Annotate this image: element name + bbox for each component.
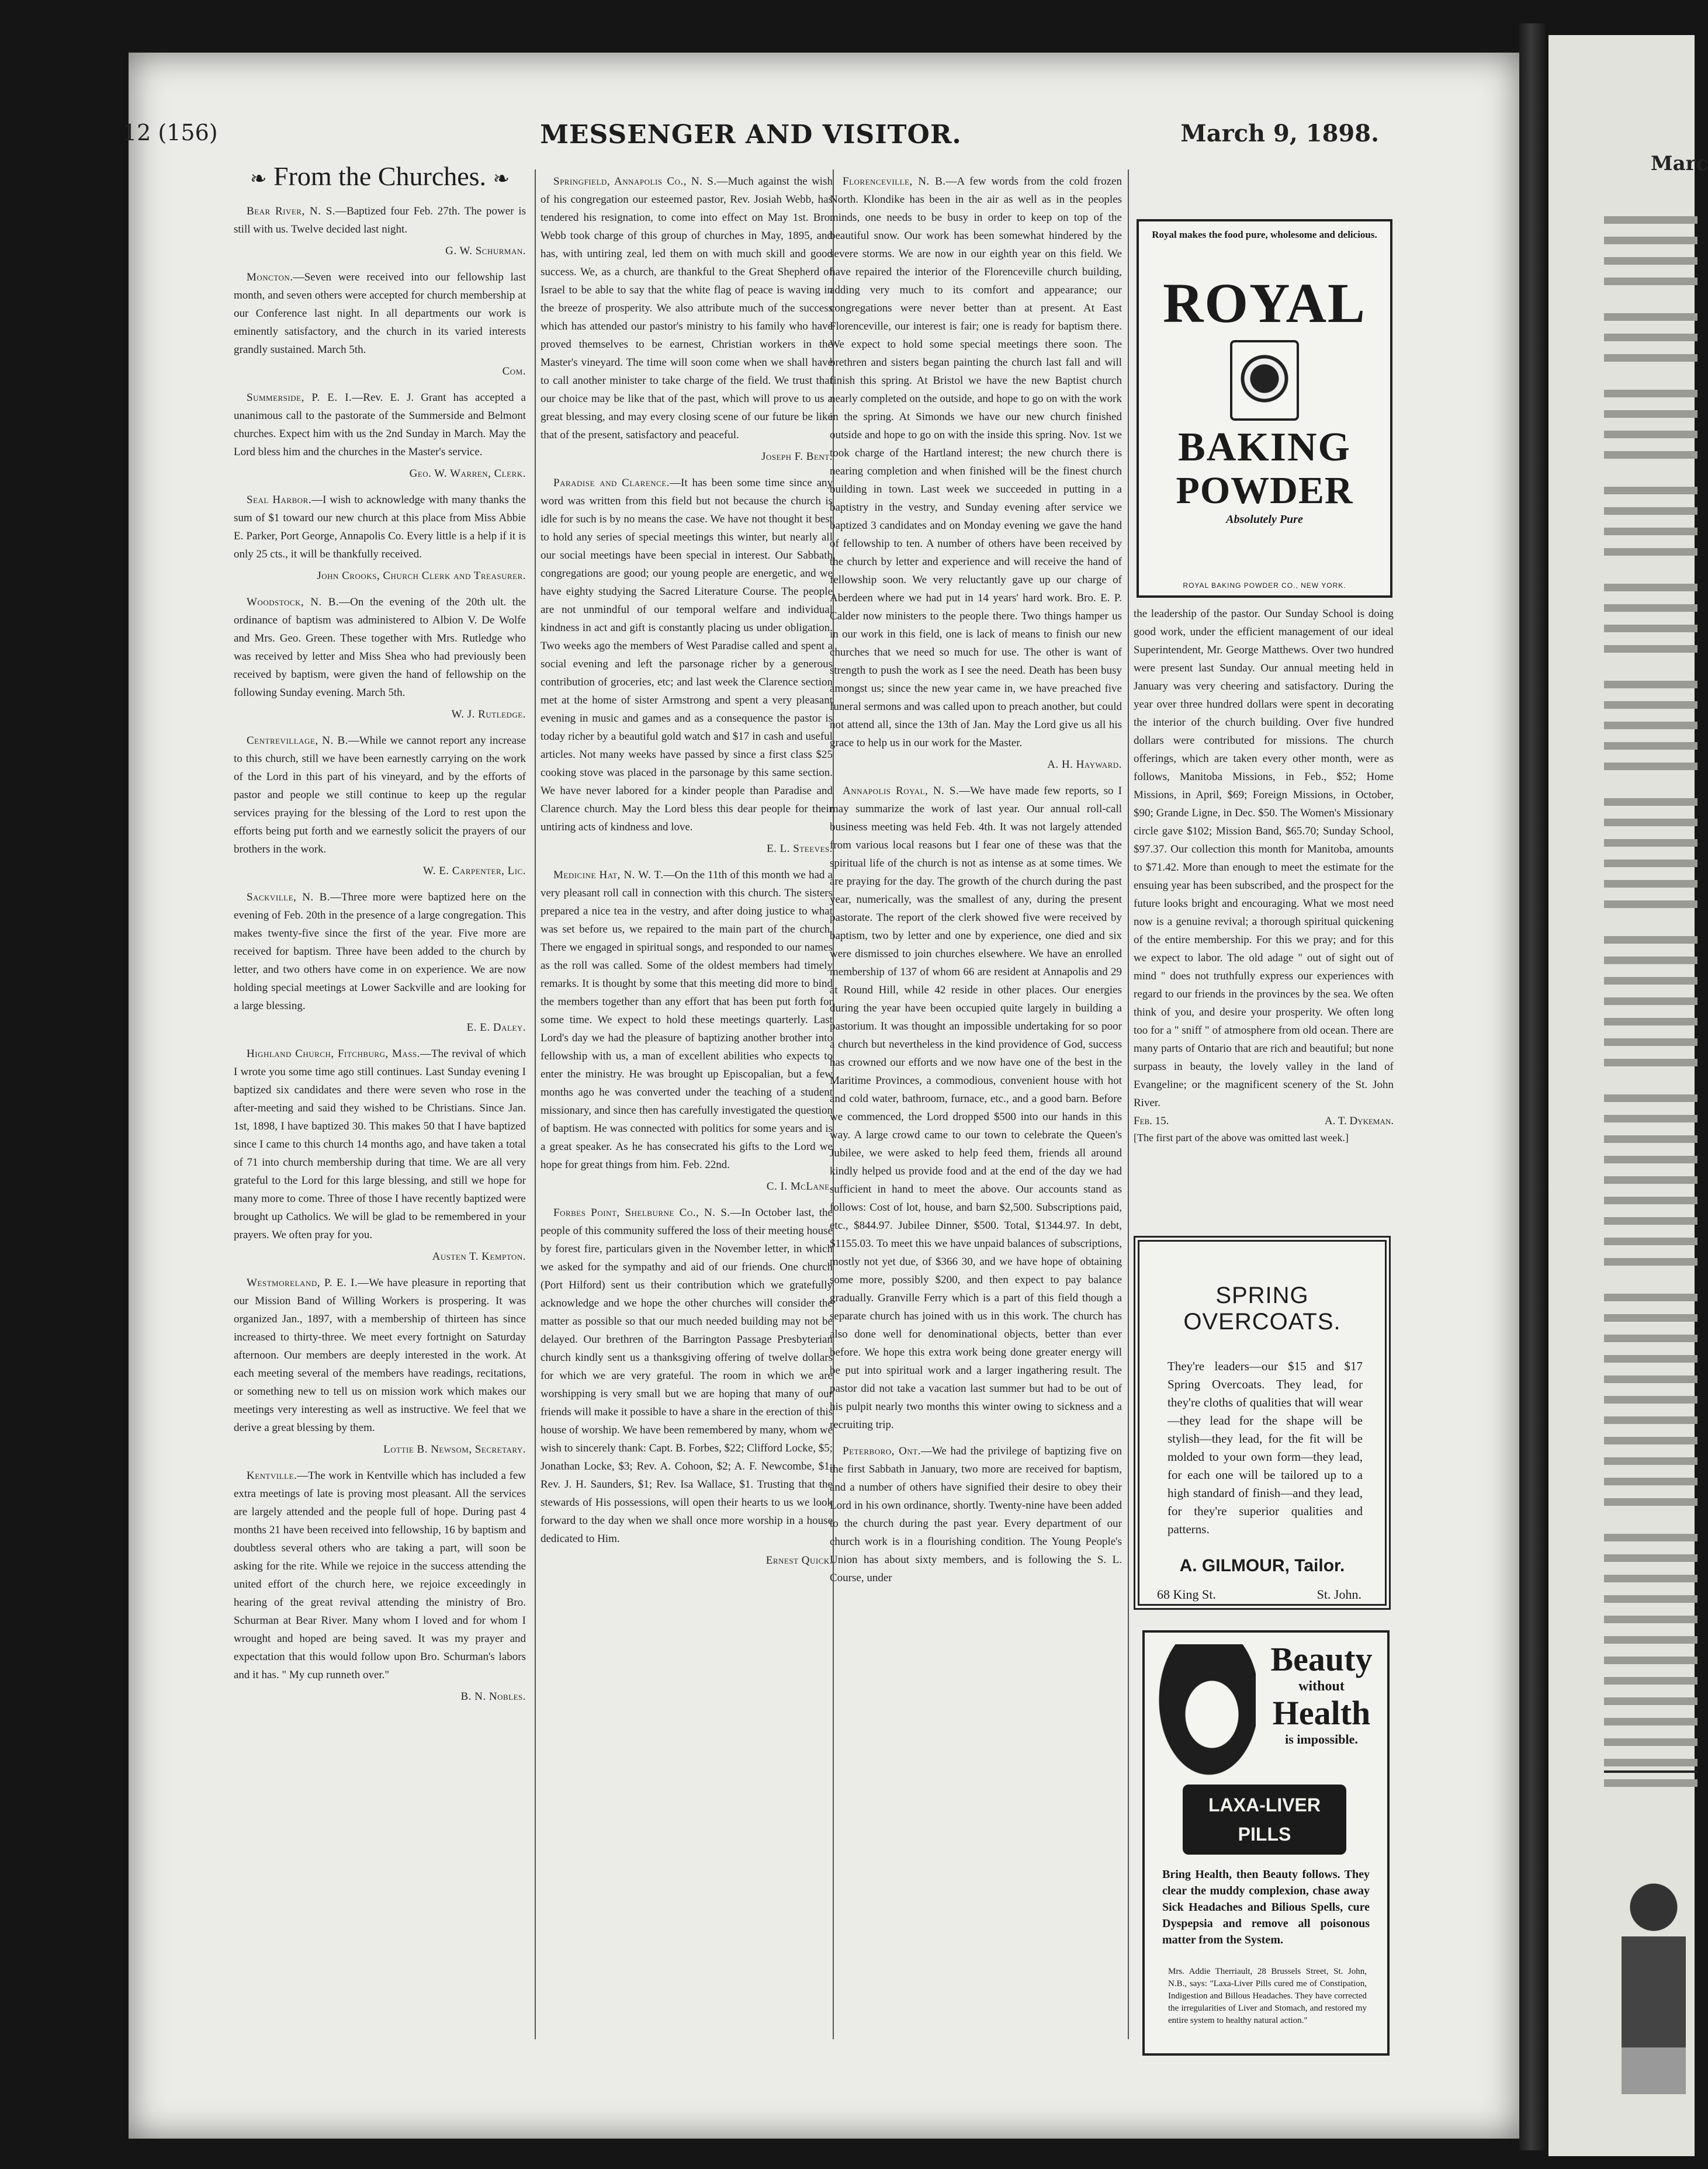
continued-report: the leadership of the pastor. Our Sunday School is doing good work, under the efficient management of our ideal Superintendent, Mr. George Matthews. Over two hundred were present last Sunday. Our annual meeting held in January was very cheering and satisfactory. During the year over three hundred dollars were spent in decorating the interior of the church building. Over five hundred dollars were contributed for missions. The church offerings, which are taken every other month, were as follows, Manitoba Missions, in Feb., $52; Home Missions, in April, $69; Foreign Missions, in October, $90; Grande Ligne, in Dec. $50. The Women's Missionary circle gave $102; Mission Band, $65.70; Sunday School, $97.37. Our collection this month for Manitoba, amounts to $71.42. More than enough to meet the estimate for the ensuing year has been subscribed, and the prospect for the future looks bright and encouraging. What we most need now is a genuine revival; a thorough spiritual quickening of the entire membership. For this we pray; and for this we expect to labor. The old adage " out of sight out of mind " does not truthfully express our experiences with regard to our friends in the provinces by the sea. We often think of you, and desire your prosperity. We often long too for a " sniff " of atmosphere from old ocean. There are many parts of Ontario that are rich and beautiful; but none surpass in beauty, the lovely valley in the land of Evangeline; or the magnificent scenery of the St. John River.	[1134, 608, 1394, 1109]
issue-date: March 9, 1898.	[1180, 120, 1379, 147]
church-report: Centrevillage, N. B.—While we cannot report any increase to this church, still we have been earnestly carrying on the work of the Lord in this part of his vineyard, and by the efforts of pastor and people we still continue to keep up the regular services praying for the blessing of the Lord to rest upon the efforts being put forth and we earnestly solicit the prayers of our brothers in the work. W. E. Carpenter, Lic.	[234, 734, 526, 877]
leaf-ornament-icon: ❧	[250, 168, 267, 190]
ad-body: They're leaders—our $15 and $17 Spring Overcoats. They lead, for they're cloths of qualities that will wear—they lead for the shape will be stylish—they lead, for the fit will be molded to your own form—they lead, for each one will be tailored up to a high standard of finish—and they lead, for they're superior qualities and patterns.	[1167, 1359, 1363, 1536]
product-banner: LAXA-LIVER PILLS	[1183, 1785, 1346, 1855]
royal-baking-powder-ad	[1137, 219, 1392, 598]
ad-subtitle: Absolutely Pure	[1226, 513, 1303, 526]
church-report: Peterboro, Ont.—We had the privilege of baptizing five on the first Sabbath in January, two more are received for baptism, and a number of others have signified their desire to obey their Lord in his own ordinance, shortly. Twenty-nine have been added to the church during the past year. Every department of our church work is in a flourishing condition. The Young People's Union has about sixty members, and is following the S. L. Course, under	[830, 1445, 1123, 1584]
column-4-continuation	[1134, 605, 1394, 1145]
tailor-name: A. GILMOUR, Tailor.	[1179, 1556, 1345, 1575]
church-report: Westmoreland, P. E. I.—We have pleasure in reporting that our Mission Band of Willing Workers is prospering. It was organized Jan., 1897, with a membership of thirteen has since increased to thirty-three. We meet every fortnight on Saturday afternoon. Our members are deeply interested in the work. At each meeting several of the members have readings, recitations, or something new to tell us on mission work which makes our meetings very interesting as well as instructive. We feel that we derive a great blessing by them. Lottie B. Newsom, Secretary.	[234, 1277, 526, 1456]
editor-note: [The first part of the above was omitted last week.]	[1134, 1132, 1349, 1144]
column-1	[234, 161, 526, 2048]
book-gutter	[1519, 23, 1548, 2150]
masthead: MESSENGER AND VISITOR.	[540, 120, 962, 150]
adjacent-page	[1548, 35, 1708, 2156]
church-report: Springfield, Annapolis Co., N. S.—Much against the wish of his congregation our esteemed pastor, Rev. Josiah Webb, has tendered his resignation, to come into effect on May 1st. Bro. Webb took charge of this group of churches in May, 1895, and has, with untiring zeal, led them on with much skill and good success. We, as a church, are thankful to the Great Shepherd of Israel to be able to say that the white flag of peace is waving in the breeze of prosperity. We also attribute much of the success which has attended our pastor's ministry to his family who have proved themselves to be earnest, Christian workers in the Master's vineyard. The time will soon come when we shall have to call another minister to take charge of the field. We trust that our choice may be like that of the past, which will prove to us a great blessing, and may every closing scene of our future be like that of the present, satisfactory and peaceful. Joseph F. Bent.	[541, 175, 833, 463]
report-signature: Feb. 15. A. T. Dykeman.	[1134, 1115, 1394, 1127]
column-2	[541, 172, 833, 2048]
adjacent-page-header: Marc	[1651, 152, 1708, 175]
column-divider	[1128, 169, 1129, 2039]
adjacent-page-advertisement	[1604, 1770, 1697, 2135]
woman-illustration-icon	[1622, 1872, 1686, 2094]
church-report: Moncton.—Seven were received into our fellowship last month, and seven others were accepted for church membership at our Conference last night. In all departments our work is eminently satisfactory, and the church in its varied interests grandly sustained. March 5th. Com.	[234, 271, 526, 377]
ad-brand: ROYAL	[1163, 272, 1366, 334]
column-3	[830, 172, 1122, 2048]
church-report: Woodstock, N. B.—On the evening of the 20th ult. the ordinance of baptism was administered to Albion V. De Wolfe and Mrs. Geo. Green. These together with Mrs. Rutledge who was received by letter and Miss Shea who had previously been received by baptism, were given the hand of fellowship on the following Sunday evening. March 5th. W. J. Rutledge.	[234, 596, 526, 720]
woman-portrait-icon	[1156, 1644, 1256, 1779]
ad-company: ROYAL BAKING POWDER CO., NEW YORK.	[1183, 581, 1346, 590]
page-number: 12 (156)	[123, 120, 218, 145]
ad-line2: BAKING	[1178, 425, 1351, 470]
church-report: Kentville.—The work in Kentville which has included a few extra meetings of late is proving most pleasant. All the services are largely attended and the people full of hope. During past 4 months 21 have been received into fellowship, 16 by baptism and doubtless several others who are taking a part, will soon be asking for the rite. While we rejoice in the success attending the united effort of the church here, we rejoice exceedingly in hearing of the great revival attending the ministry of Bro. Schurman at Bear River. Many whom I loved and for whom I wrought and hoped are being saved. It was my prayer and expectation that this would follow upon Bro. Schurman's labors and it has. " My cup runneth over." B. N. Nobles.	[234, 1470, 526, 1703]
ad-testimonial: Mrs. Addie Therriault, 28 Brussels Street, St. John, N.B., says: "Laxa-Liver Pills cured me of Constipation, Indigestion and Billous Headaches. They have corrected the irregularities of Liver and Stomach, and restored my entire system to healthy natural action."	[1168, 1967, 1367, 2025]
baking-powder-can-icon	[1230, 340, 1299, 421]
church-report: Paradise and Clarence.—It has been some time since any word was written from this field but not because the church is idle for such is by no means the case. We have not thought it best to hold any series of special meetings this winter, but nearly all our social meetings have been special in interest. Our Sabbath congregations are good; our young people are energetic, and we have eighty studying the Sacred Literature Course. The people are not unmindful of our temporal welfare and individual kindness in act and gift is constantly placing us under obligation. Two weeks ago the members of West Paradise called and spent a social evening and left the parsonage richer by a generous contribution of groceries, etc; and last week the Clarence section met at the home of sister Armstrong and spent a very pleasant evening in music and games and as a consequence the pastor is today richer by a beautiful gold watch and $17 in cash and useful articles. Not many weeks have passed by since a first class $25 cooking stove was placed in the parsonage by this same section. We have never labored for a kinder people than Paradise and Clarence church. May the Lord bless this dear people for their untiring acts of kindness and love. E. L. Steeves.	[541, 477, 833, 855]
ad-headline: Beauty without Health is impossible.	[1270, 1640, 1373, 1747]
ad-headline: SPRING OVERCOATS.	[1183, 1283, 1341, 1335]
church-report: Highland Church, Fitchburg, Mass.—The revival of which I wrote you some time ago still continues. Last Sunday evening I baptized six candidates and there were seven who rose in the after-meeting and said they wished to be Christians. Since Jan. 1st, 1898, I have baptized 30. This makes 50 that I have baptized since I came to this church 14 months ago, and have taken a total of 71 into church membership during that time. We are all very grateful to the Lord for this large blessing, and still we hope for many more to come. Three of those I have recently baptized were brought up Catholics. We will be glad to be remembered in your prayers. We often pray for you. Austen T. Kempton.	[234, 1048, 526, 1263]
tailor-address: 68 King St. St. John.	[1157, 1587, 1361, 1602]
spring-overcoats-ad	[1134, 1236, 1391, 1610]
church-report: Bear River, N. S.—Baptized four Feb. 27th. The power is still with us. Twelve decided last night. G. W. Schurman.	[234, 205, 526, 257]
church-report: Forbes Point, Shelburne Co., N. S.—In October last, the people of this community suffered the loss of their meeting house by forest fire, particulars given in the November letter, in which we asked for the sympathy and aid of our friends. One church (Port Hilford) sent us their contribution which we gratefully acknowledge and we hope the other churches will consider the matter as possible so that our much needed building may not be delayed. Our brethren of the Barrington Passage Presbyterian church kindly sent us a thanksgiving offering of twelve dollars for which we are very grateful. The room in which we are worshipping is very small but we are hoping that many of our friends will make it possible to have a share in the erection of this house of worship. We have been remembered by many, whom we wish to sincerely thank: Capt. B. Forbes, $22; Clifford Locke, $5; Jonathan Locke, $3; Rev. A. Cohoon, $2; A. F. Newcombe, $1; Rev. J. H. Saunders, $1; Rev. Isa Wallace, $1. Trusting that the stewards of His possessions, will open their hearts to us we look forward to the day when we shall once more worship in a house dedicated to Him. Ernest Quick.	[541, 1207, 833, 1567]
church-report: Sackville, N. B.—Three more were baptized here on the evening of Feb. 20th in the presence of a large congregation. This makes twenty-five since the first of the year. Five more are received for baptism. Three have been added to the church by letter, and two others have come in on experience. We are now holding special meetings at Lower Sackville and are looking for a large blessing. E. E. Daley.	[234, 891, 526, 1034]
adjacent-page-text-lines	[1604, 216, 1697, 1800]
church-report: Summerside, P. E. I.—Rev. E. J. Grant has accepted a unanimous call to the pastorate of the Summerside and Belmont churches. Expect him with us the 2nd Sunday in March. May the Lord bless him and the churches in the Master's service. Geo. W. Warren, Clerk.	[234, 391, 526, 480]
church-report: Seal Harbor.—I wish to acknowledge with many thanks the sum of $1 toward our new church at this place from Miss Abbie E. Parker, Port George, Annapolis Co. Every little is a help if it is only 25 cts., it will be thankfully received. John Crooks, Church Clerk and Treasurer.	[234, 494, 526, 582]
column-divider	[535, 169, 536, 2039]
laxa-liver-pills-ad	[1142, 1630, 1390, 2056]
section-title: ❧ From the Churches. ❧	[250, 161, 510, 191]
page-header	[123, 120, 1379, 155]
ad-body: Bring Health, then Beauty follows. They clear the muddy complexion, chase away Sick Headaches and Bilious Spells, cure Dyspepsia and remove all poisonous matter from the System.	[1162, 1868, 1370, 1946]
church-report: Medicine Hat, N. W. T.—On the 11th of this month we had a very pleasant roll call in connection with this church. The sisters prepared a nice tea in the vestry, and after doing justice to what was set before us, we repaired to the main part of the church. There we engaged in spiritual songs, and responded to our names as the roll was called. Some of the oldest members had timely remarks. It is thought by some that this meeting did more to bind the members together than any effort that has been put forth for some time. We expect to hold these meetings quarterly. Last Lord's day we had the pleasure of baptizing another brother into fellowship with us, a man of excellent abilities who expects to enter the ministry. He was brought up Episcopalian, but a few months ago he was converted under the teaching of a student missionary, and since then has carefully investigated the question of baptism. He was connected with politics for some years and is a great speaker. As he has consecrated his gifts to the Lord we hope for great things from him. Feb. 22nd. C. I. McLane.	[541, 869, 833, 1193]
ad-line3: POWDER	[1176, 469, 1353, 512]
ad-tagline: Royal makes the food pure, wholesome and delicious.	[1152, 229, 1377, 240]
church-report: Annapolis Royal, N. S.—We have made few reports, so I may summarize the work of last year. Our annual roll-call business meeting was held Feb. 4th. It was not largely attended from various local reasons but I fear one of these was that the spiritual life of the church is not as intense as at some times. We are praying for the day. The growth of the church during the past year, numerically, was the smallest of any, during the present pastorate. The report of the clerk showed five were received by baptism, two by letter and one by experience, one died and six were dismissed to join churches elsewhere. We have an enrolled membership of 137 of whom 66 are resident at Annapolis and 29 at Round Hill, while 42 reside in other places. Our energies during the year have been occupied quite largely in building a pastorium. It was thought an impossible undertaking for so poor a church but nevertheless in the kind providence of God, success has crowned our efforts and we now have one of the best in the Maritime Provinces, a commodious, convenient house with hot and cold water, bathroom, furnace, etc., and a good barn. Before we commenced, the Lord dropped $500 into our hands in this way. A large crowd came to our town to celebrate the Queen's Jubilee, we were asked to help feed them, friends all around kindly helped us provide food and at the end of the day we had sufficient in hand to meet the above. Our accounts stand as follows: Cost of lot, house, and barn $2,500. Subscriptions paid, etc., $844.97. Jubilee Dinner, $500. Total, $1344.97. In debt, $1155.03. To meet this we have unpaid balances of subscriptions, mostly not yet due, of $366 30, and we have hope of obtaining some more, possibly $200, and then expect to pay balance gradually. Granville Ferry which is a part of this field though a separate church has joined with us in this work. The church has also done well for denominational objects, better than ever before. We hope this extra work being done greater energy will be put into spiritual work and a larger ingathering result. The pastor did not take a vacation last summer but had to be out of his pulpit nearly two months this winter owing to sickness and a recruiting trip.	[830, 785, 1122, 1431]
leaf-ornament-icon: ❧	[493, 168, 510, 190]
church-report: Florenceville, N. B.—A few words from the cold frozen North. Klondike has been in the air as well as in the peoples minds, one needs to be busy in order to keep on top of the beautiful snow. Our work has been somewhat hindered by the severe storms. We are now in our eighth year on this field. We have repaired the interior of the Florenceville church building, adding very much to its comfort and appearance; our congregations were never better than at present. At East Florenceville, our interest is fair; one is ready for baptism there. We expect to hold some special meetings there soon. The brethren and sisters began painting the church last fall and will finish this spring. At Bristol we have the new Baptist church nearly completed on the outside, and hope to go on with the work in the spring. At Simonds we have our new church finished outside and hope to go on with the inside this spring. Nov. 1st we took charge of the Hartland interest; the new church there is nearing completion and when finished will be the finest church building in town. Last week we succeeded in putting in a baptistry in the vestry, and Sunday evening after service we baptized 3 candidates and on Monday evening we gave the hand of fellowship to ten. A number of others have been received by the church by letter and experience and will receive the hand of fellowship soon. We very reluctantly gave up our charge of Aberdeen where we had put in 14 years' hard work. Bro. E. P. Calder now ministers to the people there. Two things hamper us in our work in this field, one is lack of means to finish our new churches that we need so much for use. The other is want of strength to push the work as I see the need. Death has been busy amongst us; since the new year came in, we have preached five funeral sermons and was called upon to preach another, but could not attend all, since the 13th of Jan. May the Lord give us all his grace to help us in our work for the Master. A. H. Hayward.	[830, 175, 1122, 771]
